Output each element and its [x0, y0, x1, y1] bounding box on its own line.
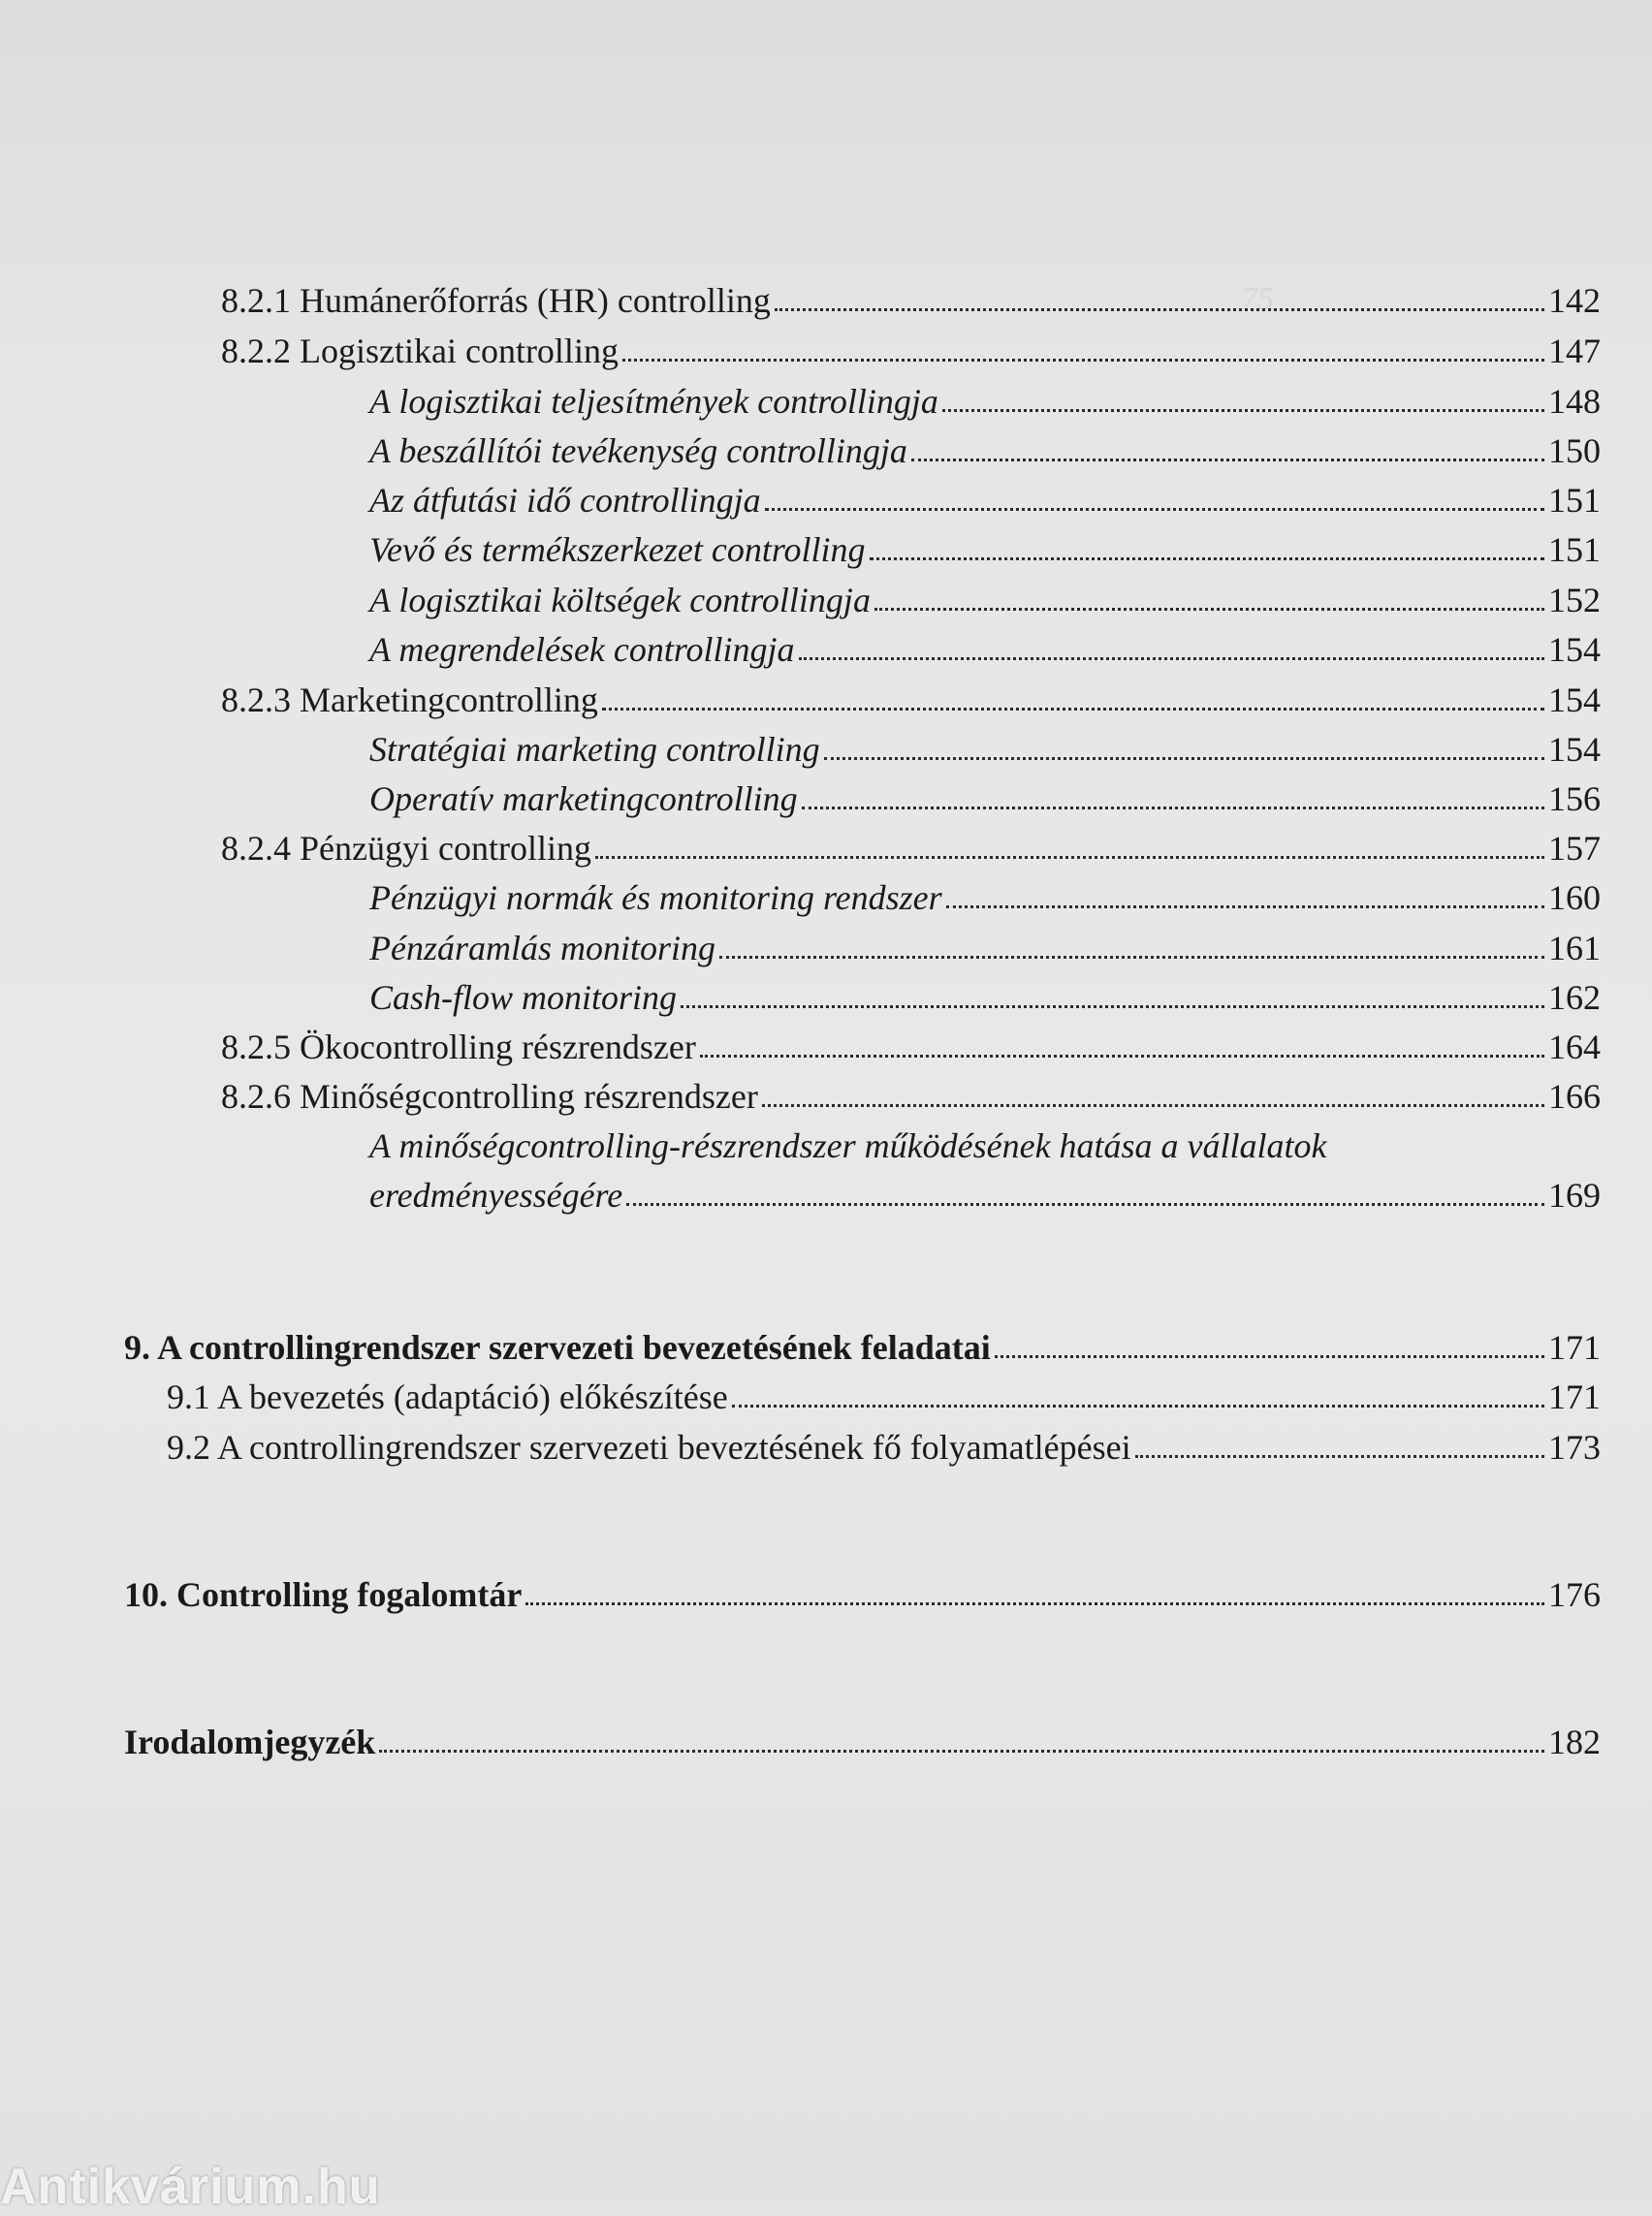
leader-dots: [598, 679, 1546, 721]
toc-entry-quality-impact: [369, 1174, 1601, 1217]
leader-dots: [715, 927, 1546, 969]
leader-dots: [522, 1573, 1546, 1616]
toc-entry-8-2-2: [221, 330, 1601, 372]
toc-entry-label: 8.2.4 Pénzügyi controlling: [221, 829, 591, 868]
toc-entry-cash-flow-monitoring: [369, 976, 1601, 1019]
toc-entry-strategic-marketing: [369, 728, 1601, 771]
toc-entry-label: Pénzáramlás monitoring: [369, 929, 716, 967]
toc-entry-label: Stratégiai marketing controlling: [369, 730, 820, 769]
toc-page-number: 156: [1548, 779, 1601, 818]
toc-page-number: 154: [1548, 730, 1601, 769]
toc-entry-operative-marketing: [369, 777, 1601, 820]
toc-chapter-9: [124, 1326, 1601, 1369]
toc-entry-label: A logisztikai teljesítmények controllingja: [369, 382, 938, 421]
leader-dots: [795, 628, 1546, 671]
toc-entry-label: 8.2.3 Marketingcontrolling: [221, 681, 598, 719]
leader-dots: [907, 429, 1546, 472]
toc-entry-label: 10. Controlling fogalomtár: [124, 1575, 523, 1614]
toc-entry-cash-flow-monitoring-hu: [369, 927, 1601, 969]
toc-entry-label: 8.2.5 Ökocontrolling részrendszer: [221, 1028, 696, 1066]
toc-entry-label: eredményességére: [369, 1176, 623, 1215]
toc-page-number: 182: [1548, 1723, 1601, 1761]
toc-entry-label: Pénzügyi normák és monitoring rendszer: [369, 878, 942, 917]
toc-entry-9-1: [167, 1376, 1601, 1418]
toc-page-number: 150: [1548, 431, 1601, 470]
toc-page-number: 160: [1548, 878, 1601, 917]
toc-entry-label: Vevő és termékszerkezet controlling: [369, 530, 866, 569]
leader-dots: [820, 728, 1546, 771]
toc-entry-label: A logisztikai költségek controllingja: [369, 581, 871, 619]
toc-page-number: 151: [1548, 481, 1601, 520]
leader-dots: [696, 1026, 1546, 1068]
toc-entry-throughput-time: [369, 479, 1601, 522]
toc-entry-label: 9.1 A bevezetés (adaptáció) előkészítése: [167, 1377, 728, 1416]
toc-entry-8-2-4: [221, 827, 1601, 870]
toc-entry-label: Cash-flow monitoring: [369, 978, 678, 1017]
toc-entry-customer-product-structure: [369, 528, 1601, 571]
leader-dots: [1131, 1426, 1546, 1469]
leader-dots: [798, 777, 1546, 820]
toc-entry-label: A beszállítói tevékenység controllingja: [369, 431, 907, 470]
toc-entry-8-2-6: [221, 1075, 1601, 1118]
toc-page-number: 157: [1548, 829, 1601, 868]
toc-page-number: 154: [1548, 630, 1601, 669]
table-of-contents: 75 8.2.1 Humánerőforrás (HR) controlling 142 8.2.2 Logisztikai controlling 147 A logisztikai teljesítmények controllingja 148 A beszállítói tevékenység controllingja 150 Az átfutási idő controllingja 151 Vevő és termékszerkezet controlling 151 A logisztikai költségek controllingja 152 A megrendelések controllingja 154 8.2.3 Marketingcontrolling 154 Stratégiai marketing controlling 154 Operatív marketingcontrolling 156 8.2.4 Pénzügyi controlling 157 Pénzügyi normák és monitoring rendszer 160 Pénzáramlás monitoring 161 Cash-flow monitoring 162 8.2.5 Ökocontrolling részrendszer 164 8.2.6 Minőségcontrolling részrendszer 166 A minőségcontrolling-részrendszer működésének hatása a vállalatok eredményességére 169 9. A controllingrendszer szervezeti bevezetésének feladatai 171 9.1 A bevezetés (adaptáció) előkészítése 171 9.2 A controllingrendszer szervezeti beveztésének fő folyamatlépései 173 10. Controlling fogalomtár 176 Irodalomjegyzék 182: [124, 281, 1601, 1761]
toc-page-number: 142: [1548, 281, 1601, 320]
toc-entry-label: 9.2 A controllingrendszer szervezeti beveztésének fő folyamatlépései: [167, 1428, 1131, 1467]
toc-entry-logistics-performance: [369, 380, 1601, 423]
toc-page-number: 164: [1548, 1028, 1601, 1066]
leader-dots: [591, 827, 1546, 870]
leader-dots: [942, 876, 1546, 919]
leader-dots: [728, 1376, 1546, 1418]
toc-entry-8-2-3: [221, 679, 1601, 721]
toc-bibliography: [124, 1721, 1601, 1763]
leader-dots: [761, 479, 1546, 522]
toc-page-number: 166: [1548, 1077, 1601, 1116]
toc-page-number: 148: [1548, 382, 1601, 421]
toc-page-number: 154: [1548, 681, 1601, 719]
toc-entry-label: Az átfutási idő controllingja: [369, 481, 761, 520]
toc-entry-orders: [369, 628, 1601, 671]
toc-entry-label: Operatív marketingcontrolling: [369, 779, 798, 818]
toc-page-number: 173: [1548, 1428, 1601, 1467]
toc-entry-label: 8.2.2 Logisztikai controlling: [221, 332, 619, 370]
toc-page-number: 171: [1548, 1377, 1601, 1416]
leader-dots: [677, 976, 1546, 1019]
toc-page-number: 169: [1548, 1176, 1601, 1215]
leader-dots: [619, 330, 1546, 372]
leader-dots: [622, 1174, 1546, 1217]
leader-dots: [758, 1075, 1546, 1118]
toc-entry-label: 9. A controllingrendszer szervezeti bevezetésének feladatai: [124, 1328, 991, 1367]
toc-page-number: 171: [1548, 1328, 1601, 1367]
watermark-logo: Antikvárium.hu: [0, 2159, 381, 2215]
toc-entry-label: 8.2.1 Humánerőforrás (HR) controlling: [221, 281, 771, 320]
leader-dots: [938, 380, 1546, 423]
toc-entry-logistics-costs: [369, 579, 1601, 621]
toc-page-number: 161: [1548, 929, 1601, 967]
toc-page-number: 176: [1548, 1575, 1601, 1614]
toc-entry-label: Irodalomjegyzék: [124, 1723, 376, 1761]
leader-dots: [375, 1721, 1546, 1763]
toc-entry-quality-impact-line1: A minőségcontrolling-részrendszer működésének hatása a vállalatok: [369, 1126, 1327, 1165]
toc-entry-9-2: [167, 1426, 1601, 1469]
toc-chapter-10: [124, 1573, 1601, 1616]
toc-entry-financial-norms: [369, 876, 1601, 919]
leader-dots: [866, 528, 1546, 571]
toc-page-number: 151: [1548, 530, 1601, 569]
toc-page-number: 162: [1548, 978, 1601, 1017]
toc-entry-8-2-5: [221, 1026, 1601, 1068]
leader-dots: [771, 279, 1546, 322]
toc-page-number: 152: [1548, 581, 1601, 619]
leader-dots: [871, 579, 1546, 621]
toc-entry-label: 8.2.6 Minőségcontrolling részrendszer: [221, 1077, 758, 1116]
toc-entry-8-2-1: [221, 279, 1601, 322]
leader-dots: [991, 1326, 1546, 1369]
toc-entry-label: A megrendelések controllingja: [369, 630, 795, 669]
toc-entry-supplier-activity: [369, 429, 1601, 472]
toc-page-number: 147: [1548, 332, 1601, 370]
